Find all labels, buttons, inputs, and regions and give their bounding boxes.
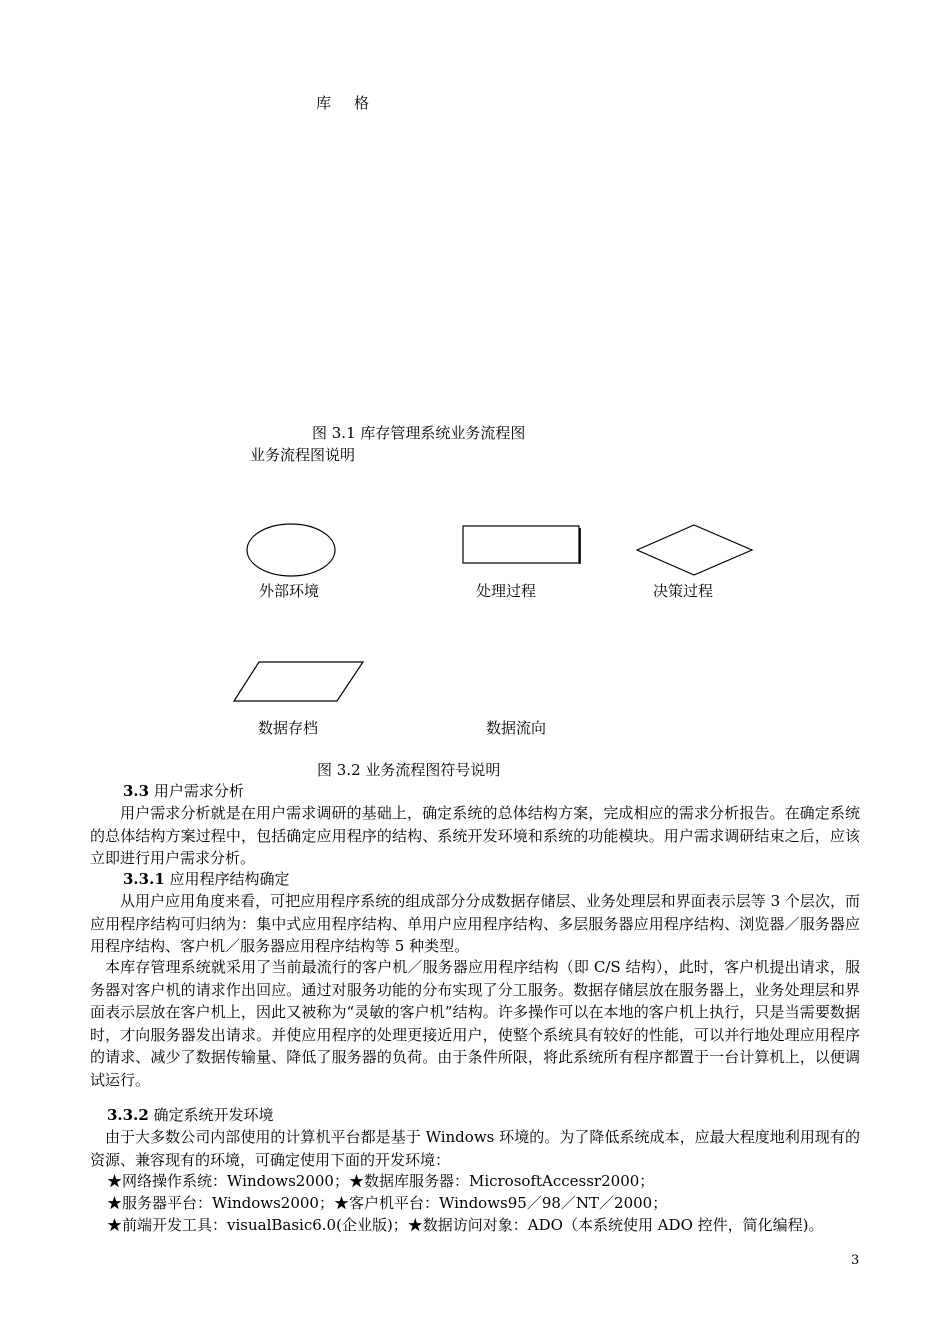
section-3-3-2-heading bbox=[107, 1104, 274, 1126]
paragraph-dev-environment: 由于大多数公司内部使用的计算机平台都是基于 Windows 环境的。为了降低系统成本，应最大程度地利用现有的资源、兼容现有的环境，可确定使用下面的开发环境： bbox=[90, 1128, 860, 1169]
figure-3-2-caption: 图 3.2 业务流程图符号说明 bbox=[317, 761, 501, 779]
section-title: 确定系统开发环境 bbox=[153, 1106, 274, 1124]
paragraph-cs-architecture: 本库存管理系统就采用了当前最流行的客户机／服务器应用程序结构（即 C/S 结构），此时，客户机提出请求，服务器对客户机的请求作出回应。通过对服务功能的分布实现了分工服务。数据存储层放在服务器上，业务处理层和界面表示层放在客户机上，因此又被称为“灵敏的客户机”结构。许多操作可以在本地的客户机上执行，只是当需要数据时，才向服务器发出请求。并使应用程序的处理更接近用户，使整个系统具有较好的性能，可以并行地处理应用程序的请求、减少了数据传输量、降低了服务器的负荷。由于条件所限，将此系统所有程序都置于一台计算机上，以便调试运行。 bbox=[90, 958, 860, 1089]
symbol-label-dataflow: 数据流向 bbox=[486, 719, 547, 737]
section-number: 3.3.1 bbox=[123, 870, 165, 888]
section-3-3-heading bbox=[123, 780, 244, 802]
symbol-label-decision: 决策过程 bbox=[653, 582, 714, 600]
paragraph-app-structure: 从用户应用角度来看，可把应用程序系统的组成部分分成数据存储层、业务处理层和界面表示层等 3 个层次，而应用程序结构可归纳为：集中式应用程序结构、单用户应用程序结构、多层服务器应用程序结构、浏览器／服务器应用程序结构、客户机／服务器应用程序结构等 5 种类型。 bbox=[90, 892, 860, 955]
symbol-label-external: 外部环境 bbox=[259, 582, 320, 600]
section-number: 3.3.2 bbox=[107, 1106, 149, 1124]
parallelogram-icon bbox=[231, 660, 367, 704]
page-number: 3 bbox=[851, 1253, 860, 1268]
section-3-3-1-heading bbox=[123, 868, 290, 890]
ellipse-icon bbox=[245, 522, 339, 578]
section-title: 应用程序结构确定 bbox=[169, 870, 290, 888]
env-list-item: ★前端开发工具：visualBasic6.0(企业版)；★数据访问对象：ADO（本系统使用 ADO 控件，简化编程)。 bbox=[107, 1216, 824, 1234]
top-fragment-text: 库 格 bbox=[316, 94, 374, 112]
paragraph-requirements: 用户需求分析就是在用户需求调研的基础上，确定系统的总体结构方案，完成相应的需求分析报告。在确定系统的总体结构方案过程中，包括确定应用程序的结构、系统开发环境和系统的功能模块。用户需求调研结束之后，应该立即进行用户需求分析。 bbox=[90, 804, 860, 867]
legend-heading: 业务流程图说明 bbox=[250, 446, 356, 464]
rectangle-icon bbox=[461, 524, 583, 566]
diamond-icon bbox=[634, 522, 756, 578]
env-list-item: ★服务器平台：Windows2000；★客户机平台：Windows95／98／NT／2000； bbox=[107, 1194, 668, 1212]
section-title: 用户需求分析 bbox=[153, 782, 244, 800]
figure-3-1-caption: 图 3.1 库存管理系统业务流程图 bbox=[312, 424, 526, 442]
symbol-label-process: 处理过程 bbox=[476, 582, 537, 600]
env-list-item: ★网络操作系统：Windows2000；★数据库服务器：MicrosoftAccessr2000； bbox=[107, 1172, 655, 1190]
section-number: 3.3 bbox=[123, 782, 150, 800]
symbol-label-datastore: 数据存档 bbox=[258, 719, 319, 737]
